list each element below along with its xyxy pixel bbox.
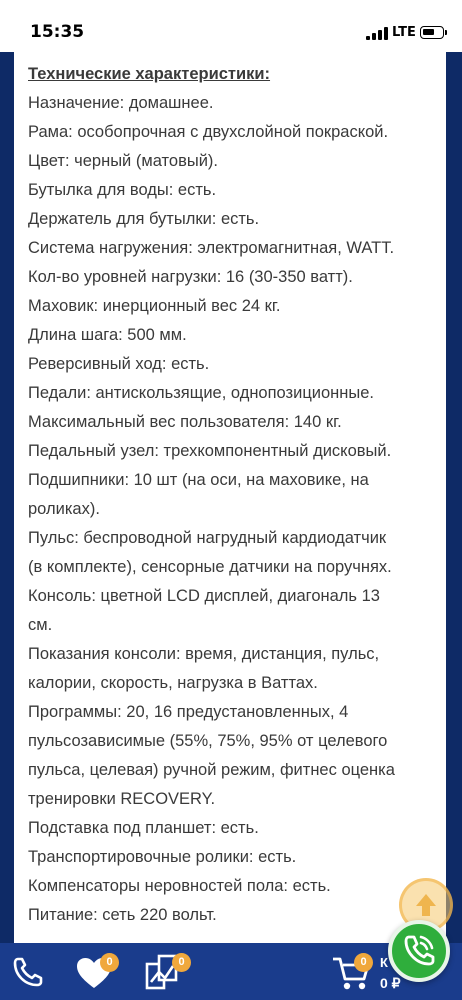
spec-line: тренировки RECOVERY.	[28, 790, 216, 808]
spec-line: Маховик: инерционный вес 24 кг.	[28, 297, 281, 315]
favorites-count-badge: 0	[100, 953, 119, 972]
spec-line: см.	[28, 616, 53, 634]
spec-line: Рама: особопрочная с двухслойной покраской.	[28, 123, 389, 141]
specs-heading: Технические характеристики:	[28, 65, 271, 83]
spec-line: Система нагружения: электромагнитная, WATT.	[28, 239, 395, 257]
spec-line: Консоль: цветной LCD дисплей, диагональ 13	[28, 587, 380, 605]
nav-phone[interactable]	[0, 943, 60, 1000]
specs-list	[28, 89, 446, 930]
spec-line: пульсозависимые (55%, 75%, 95% от целевого	[28, 732, 388, 750]
spec-line: Держатель для бутылки: есть.	[28, 210, 260, 228]
spec-line: калории, скорость, нагрузка в Ваттах.	[28, 674, 318, 692]
call-button[interactable]	[388, 920, 450, 982]
spec-line: Компенсаторы неровностей пола: есть.	[28, 877, 331, 895]
spec-line: Длина шага: 500 мм.	[28, 326, 187, 344]
product-specs-card	[14, 52, 446, 943]
spec-line: пульса, целевая) ручной режим, фитнес оценка	[28, 761, 395, 779]
spec-line: Программы: 20, 16 предустановленных, 4	[28, 703, 349, 721]
spec-line: Подставка под планшет: есть.	[28, 819, 259, 837]
phone-icon	[392, 924, 446, 978]
status-bar	[0, 0, 462, 52]
phone-icon	[10, 954, 46, 990]
spec-line: Пульс: беспроводной нагрудный кардиодатчик	[28, 529, 387, 547]
spec-line: Реверсивный ход: есть.	[28, 355, 210, 373]
cart-total: 0 ₽	[380, 975, 401, 991]
cart-count-badge: 0	[354, 953, 373, 972]
network-type: LTE	[392, 25, 416, 40]
compare-count-badge: 0	[172, 953, 191, 972]
spec-line: Подшипники: 10 шт (на оси, на маховике, на	[28, 471, 369, 489]
cellular-signal-icon	[366, 27, 388, 40]
spec-line: роликах).	[28, 500, 100, 518]
spec-line: Педальный узел: трехкомпонентный дисковый.	[28, 442, 392, 460]
spec-line: Транспортировочные ролики: есть.	[28, 848, 297, 866]
spec-line: (в комплекте), сенсорные датчики на поручнях.	[28, 558, 392, 576]
spec-line: Бутылка для воды: есть.	[28, 181, 217, 199]
nav-favorites[interactable]	[70, 943, 130, 1000]
spec-line: Цвет: черный (матовый).	[28, 152, 218, 170]
spec-line: Педали: антискользящие, однопозиционные.	[28, 384, 375, 402]
cart-label: К	[380, 955, 388, 970]
spec-line: Кол-во уровней нагрузки: 16 (30-350 ватт).	[28, 268, 353, 286]
spec-line: Назначение: домашнее.	[28, 94, 214, 112]
battery-icon	[420, 26, 444, 39]
spec-line: Максимальный вес пользователя: 140 кг.	[28, 413, 342, 431]
status-time: 15:35	[30, 22, 85, 42]
spec-line: Показания консоли: время, дистанция, пульс,	[28, 645, 380, 663]
nav-compare[interactable]	[140, 943, 200, 1000]
spec-line: Питание: сеть 220 вольт.	[28, 906, 217, 924]
